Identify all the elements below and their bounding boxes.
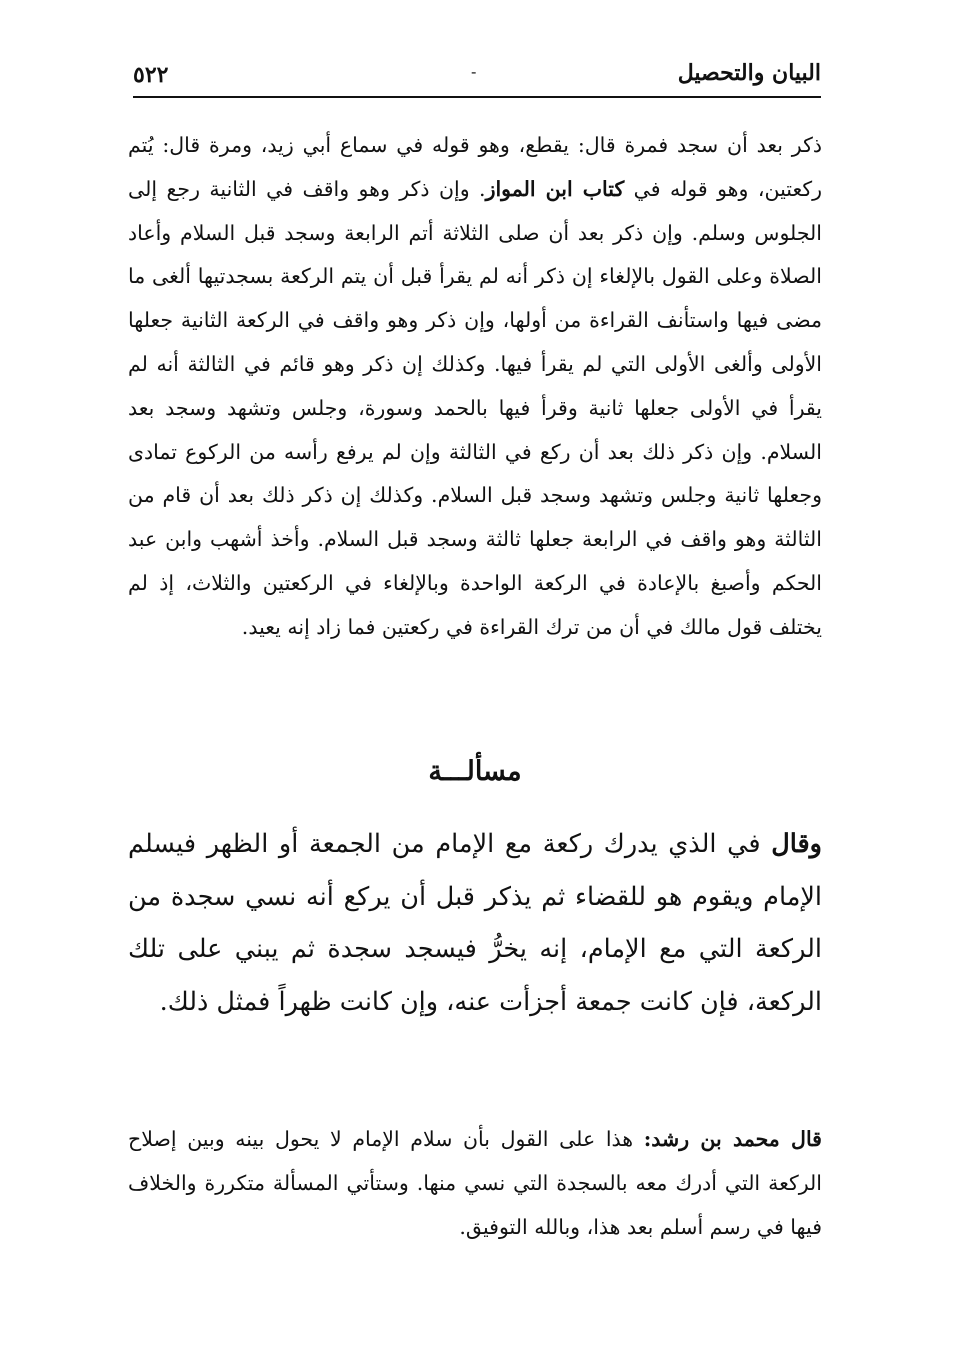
commentary-paragraph (128, 1117, 822, 1249)
running-title: البيان والتحصيل (677, 60, 821, 86)
page-header (133, 58, 821, 98)
section-heading: مسألـــة (428, 756, 522, 787)
commentary-text: هذا على القول بأن سلام الإمام لا يحول بينه وبين إصلاح الركعة التي أدرك معه بالسجدة التي نسي منها. وستأتي المسألة متكررة والخلاف فيها في رسم أسلم بعد هذا، وبالله التوفيق. (128, 1127, 822, 1239)
question-lead: وقال (771, 829, 822, 859)
book-reference: كتاب ابن المواز (485, 176, 625, 201)
page-number: ٥٢٢ (133, 62, 169, 88)
question-text: في الذي يدرك ركعة مع الإمام من الجمعة أو الظهر فيسلم الإمام ويقوم هو للقضاء ثم يذكر قبل أن يركع أنه نسي سجدة من الركعة التي مع الإمام، إنه يخرُّ فيسجد سجدة ثم يبني على تلك الركعة، فإن كانت جمعة أجزأت عنه، وإن كانت ظهراً فمثل ذلك. (128, 829, 822, 1017)
main-paragraph (128, 124, 822, 650)
header-separator: - (471, 62, 477, 81)
main-paragraph-part1: ذكر بعد أن سجد فمرة قال: يقطع، وهو قوله في سماع أبي زيد، ومرة قال: يُتم ركعتين، وهو قوله في (128, 133, 822, 201)
question-paragraph (128, 818, 822, 1028)
main-paragraph-part2: . وإن ذكر وهو واقف في الثانية رجع إلى الجلوس وسلم. وإن ذكر بعد أن صلى الثلاثة أتم الرابعة وسجد قبل السلام وأعاد الصلاة وعلى القول بالإلغاء إن ذكر أنه لم يقرأ قبل أن يتم الركعة بسجدتيها ألغى ما مضى فيها واستأنف القراءة من أولها، وإن ذكر وهو واقف في الركعة الثانية جعلها الأولى وألغى الأولى التي لم يقرأ فيها. وكذلك إن ذكر وهو قائم في الثالثة أنه لم يقرأ في الأولى جعلها ثانية وقرأ فيها بالحمد وسورة، وجلس وتشهد وسجد بعد السلام. وإن ذكر ذلك بعد أن ركع في الثالثة وإن لم يرفع رأسه من الركوع تمادى وجعلها ثانية وجلس وتشهد وسجد قبل السلام. وكذلك إن ذكر ذلك بعد أن قام من الثالثة وهو واقف في الرابعة جعلها ثالثة وسجد قبل السلام. وأخذ أشهب وابن عبد الحكم وأصبغ بالإعادة في الركعة الواحدة وبالإلغاء في الركعتين والثلاث، إذ لم يختلف قول مالك في أن من ترك القراءة في ركعتين فما زاد إنه يعيد. (128, 176, 822, 639)
commentary-lead: قال محمد بن رشد: (643, 1127, 822, 1151)
